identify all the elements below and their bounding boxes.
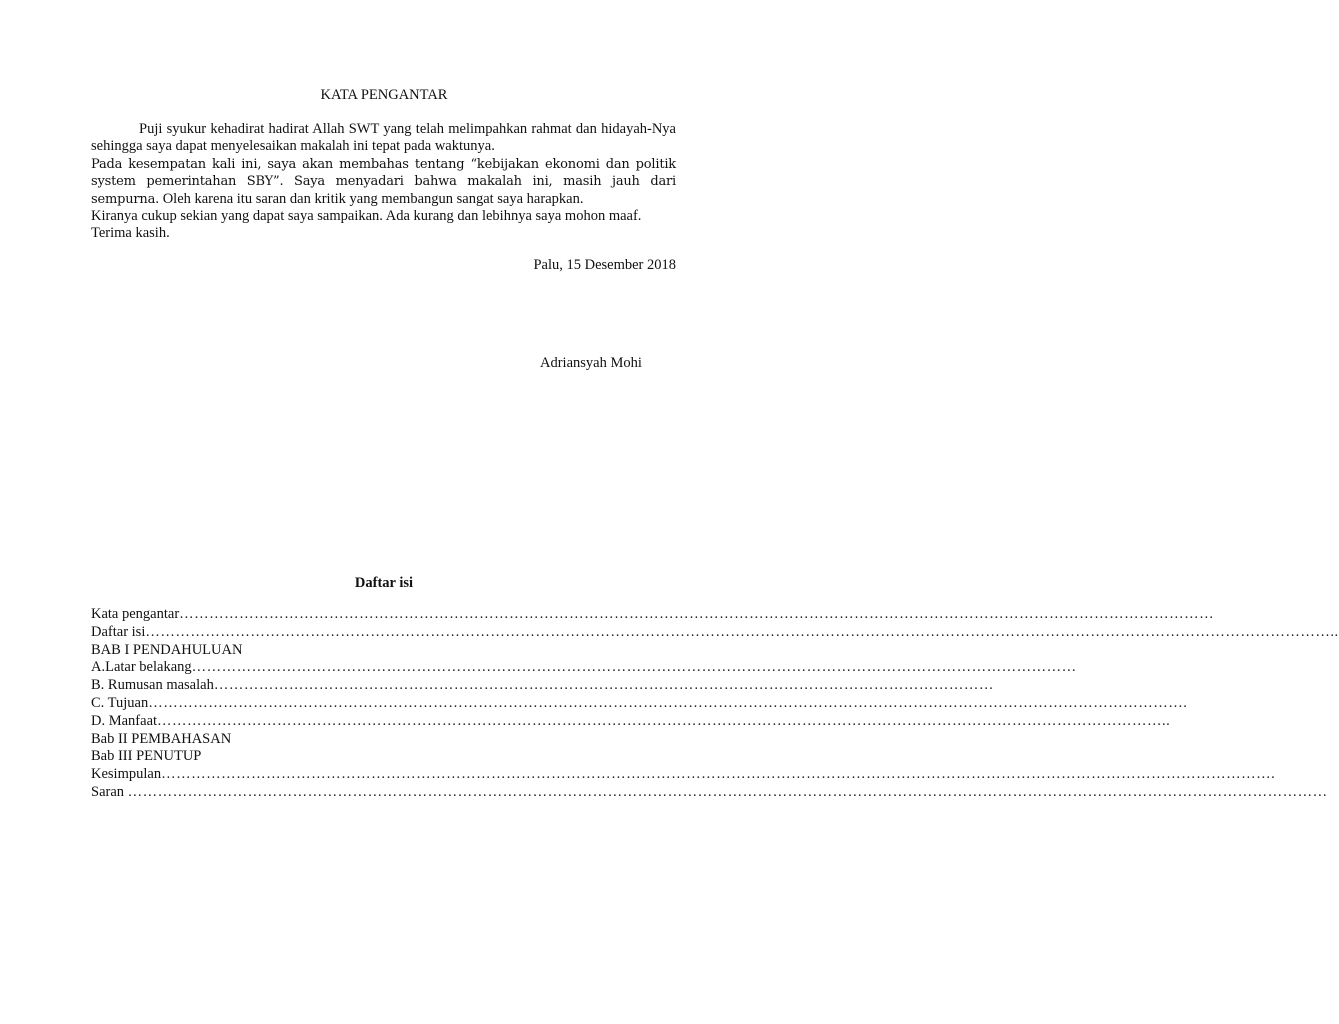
- preface-paragraph-1: [91, 121, 676, 156]
- toc-entry-label: Bab III PENUTUP: [91, 748, 202, 765]
- toc-entry-label: Saran: [91, 783, 128, 800]
- toc-leader: ………………………………………………………………………………………………………………………………………………………………………………………: [179, 606, 1215, 622]
- toc-leader: …………………………………………………………………………………………………………………………………………: [213, 677, 994, 694]
- preface-title: KATA PENGANTAR: [320, 87, 448, 103]
- toc-entry: [91, 642, 571, 660]
- toc-title: Daftar isi: [354, 575, 414, 591]
- toc-entry-label: A.Latar belakang: [91, 659, 192, 676]
- toc-leader: …………………………………………………………………………………………………………………………………………………………………………………………………….: [161, 766, 1276, 783]
- toc-entry-label: Daftar isi: [91, 623, 146, 640]
- toc-entry: [91, 731, 571, 749]
- preface-paragraph-1-text: Puji syukur kehadirat hadirat Allah SWT yang telah melimpahkan rahmat dan hidayah-Nya sehingga saya dapat menyelesaikan makalah ini tepat pada waktunya.: [91, 121, 676, 155]
- preface-paragraph-2-lead: Pada kesempatan kali ini, saya akan membahas tentang “kebijakan ekonomi dan politik system pemerintahan SBY”. Saya menyadari bahwa makalah ini, masih jauh dari sempurna.: [91, 157, 676, 207]
- toc-entry-label: Bab II PEMBAHASAN: [91, 730, 232, 747]
- toc-leader: ……………………………………………………………………………………………………………………………………………………………………………………….: [148, 694, 1188, 711]
- toc-leader: ……………………………………………………………………………………………………………………………………………………………: [191, 659, 1077, 676]
- toc-entry: [91, 748, 571, 766]
- toc-leader: ……………………………………………………………………………………………………………………………………………………………………………………………………………………: [127, 783, 1328, 800]
- toc-entry: [91, 677, 994, 695]
- toc-entry: [91, 766, 1276, 784]
- toc-entry-label: BAB I PENDAHULUAN: [91, 641, 243, 658]
- toc-leader: …………………………………………………………………………………………………………………………………………………………………………………..: [157, 712, 1171, 729]
- toc-list: [91, 606, 1339, 802]
- preface-paragraph-2-tail: Oleh karena itu saran dan kritik yang membangun sangat saya harapkan.: [162, 190, 584, 207]
- toc-entry-label: C. Tujuan: [91, 694, 149, 711]
- toc-leader: …………………………………………………………………………………………………………………………………………………………………………………………………………………..: [145, 623, 1339, 640]
- toc-entry-label: B. Rumusan masalah: [91, 677, 214, 694]
- preface-paragraph-2: [91, 156, 676, 208]
- author-name: Adriansyah Mohi: [540, 355, 642, 371]
- toc-entry: [91, 712, 1171, 731]
- toc-entry: [91, 783, 1328, 802]
- toc-entry-label: Kesimpulan: [91, 766, 162, 783]
- preface-paragraph-3: Kiranya cukup sekian yang dapat saya sampaikan. Ada kurang dan lebihnya saya mohon maaf. Terima kasih.: [91, 208, 642, 242]
- toc-entry-label: D. Manfaat: [91, 712, 158, 729]
- place-date: Palu, 15 Desember 2018: [533, 257, 676, 273]
- toc-entry-label: Kata pengantar: [91, 606, 180, 622]
- toc-entry: [91, 659, 1077, 677]
- toc-entry: [91, 623, 1339, 642]
- toc-entry: [91, 694, 1188, 713]
- toc-entry: [91, 606, 1215, 624]
